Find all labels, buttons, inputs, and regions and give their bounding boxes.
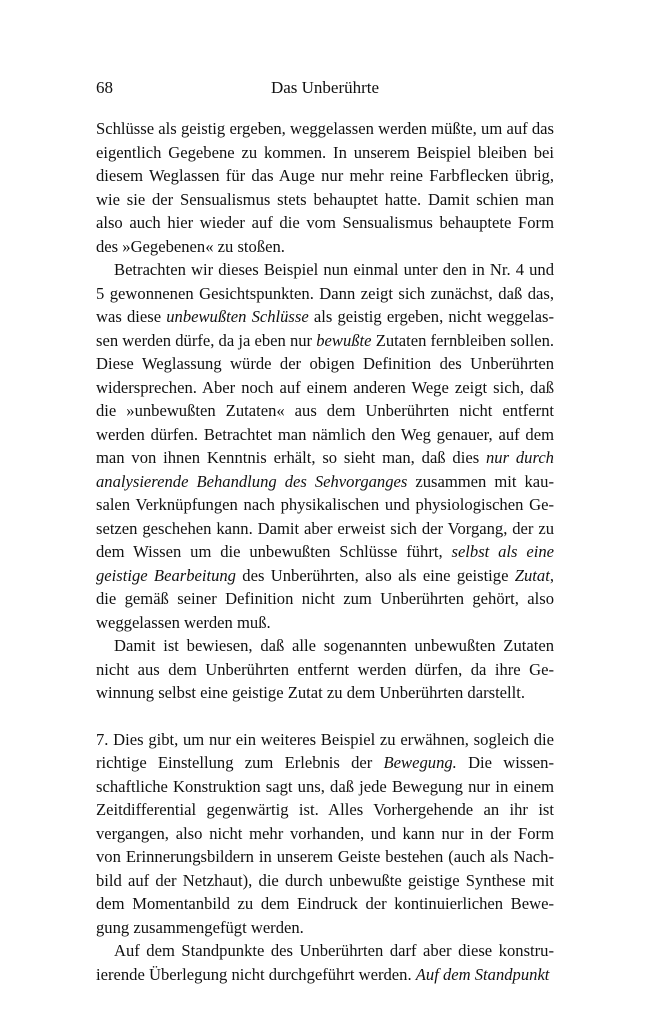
running-title: Das Unberührte — [270, 78, 380, 97]
text-run: Schlüsse als geistig ergeben, weggelassen werden müßte, um auf das eigentlich Gegebene zu kommen. In unserem Beispiel bleiben bei diesem Weglassen für das Auge nur mehr reine Farbflecken übrig, wie sie der Sensualismus stets behauptet hatte. Damit schien man also auch hier wieder auf die vom Sensualismus behauptete Form des »Gegebenen« zu stoßen. — [96, 119, 554, 256]
emphasis-text: nur durch analysierende Behandlung des Sehvorganges — [96, 448, 554, 491]
text-run: Betrachten wir dieses Beispiel nun einmal unter den in Nr. 4 und 5 gewonnenen Gesichtspunkten. Dann zeigt sich zunächst, daß das, was diese — [96, 260, 554, 326]
emphasis-text: unbewußten Schlüsse — [166, 307, 309, 326]
text-run: zusammen mit kausalen Verknüpfungen nach physikalischen und physiologischen Gesetzen geschehen kann. Damit aber erweist sich der Vorgang, der zu dem Wissen um die unbewußten Schlüsse führt, — [96, 471, 554, 561]
emphasis-text: Zutat — [514, 565, 550, 585]
body-text — [96, 117, 554, 986]
text-run: Damit ist bewiesen, daß alle sogenannten unbewußten Zutaten nicht aus dem Unberührten entfernt werden dürfen, da ihre Gewinnung selbst eine geistige Zutat zu dem Unberührten darstellt. — [96, 636, 554, 702]
text-run: Zutaten fernbleiben sollen. Diese Weglassung würde der obigen Definition des Unberührten widersprechen. Aber noch auf einem anderen Wege zeigt sich, daß die »unbewußten Zutaten« aus dem Unberührten nicht entfernt werden dürfen. Betrachtet man nämlich den Weg genauer, auf dem man von ihnen Kenntnis erhält, so sieht man, daß dies — [96, 330, 555, 467]
page-header — [96, 78, 554, 104]
text-run: , die gemäß seiner Definition nicht zum Unberührten gehört, also weggelassen werden muß. — [96, 565, 554, 632]
emphasis-text: bewußte — [316, 330, 372, 350]
paragraph — [96, 117, 554, 258]
section-paragraph — [96, 728, 554, 940]
text-run: des Unberührten, also als eine geistige — [235, 565, 515, 585]
emphasis-text: selbst als eine geistige Bearbeitung — [96, 542, 554, 585]
page-number: 68 — [96, 78, 113, 97]
emphasis-text: Bewegung. — [383, 753, 457, 772]
text-run: 7. Dies gibt, um nur ein weiteres Beispiel zu erwähnen, sogleich die richtige Einstellung zum Erlebnis der — [96, 729, 554, 772]
text-run: Die wissenschaftliche Konstruktion sagt uns, daß jede Bewegung nur in einem Zeitdifferential gegenwärtig ist. Alles Vorhergehende an ihr ist vergangen, also nicht mehr vorhanden, und kann nur in der Form von Erinnerungsbildern in unserem Geiste bestehen (auch als Nachbild auf der Netzhaut), die durch unbewußte geistige Synthese mit dem Momentanbild zu dem Eindruck der kontinuierlichen Bewegung zusammengefügt werden. — [96, 753, 554, 937]
paragraph — [96, 634, 554, 705]
paragraph — [96, 258, 554, 634]
text-run: Auf dem Standpunkte des Unberührten darf aber diese konstruierende Überlegung nicht durchgeführt werden. — [96, 941, 554, 984]
emphasis-text: Auf dem Standpunkt — [415, 964, 550, 984]
paragraph — [96, 939, 554, 986]
text-run: als geistig ergeben, nicht weggelassen werden dürfe, da ja eben nur — [96, 307, 554, 350]
